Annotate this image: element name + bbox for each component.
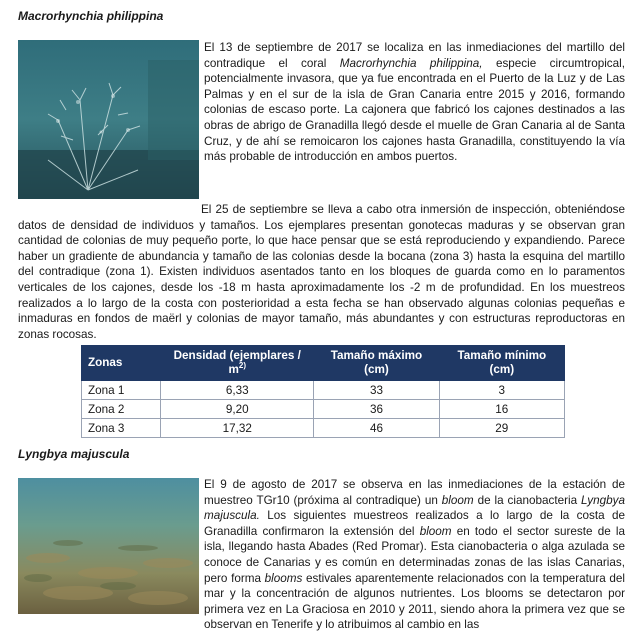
col-header-max: Tamaño máximo (cm) bbox=[314, 346, 439, 381]
section1-paragraph1: El 13 de septiembre de 2017 se localiza en las inmediaciones del martillo del contradique el coral Macrorhynchia philippina, especie circumtropical, potencialmente invasora, que ya fue encontrada en el Puerto de la Luz y de Las Palmas y en el sur de la isla de Gran Canaria entre 2015 y 2016, formando colonias de escaso porte. La cajonera que fabricó los cajones destinados a las obras de abrigo de Granadilla llegó desde el muelle de Gran Canaria al de Santa Cruz, y de ahí se remoicaron los cajones hasta Granadilla, constituyendo la vía más probable de introducción en ambos puertos. bbox=[204, 41, 625, 164]
cell-max: 46 bbox=[314, 419, 439, 438]
table-header-row bbox=[82, 346, 565, 381]
cell-min: 3 bbox=[439, 381, 564, 400]
species-heading-lyngbya: Lyngbya majuscula bbox=[18, 447, 130, 461]
seabed-photo bbox=[18, 478, 199, 614]
cell-densidad: 17,32 bbox=[161, 419, 314, 438]
col-header-zonas: Zonas bbox=[82, 346, 161, 381]
cell-densidad: 9,20 bbox=[161, 400, 314, 419]
coral-photo bbox=[18, 40, 199, 199]
cell-zona: Zona 1 bbox=[82, 381, 161, 400]
seabed-bloom-photo-icon bbox=[18, 478, 199, 614]
cell-min: 16 bbox=[439, 400, 564, 419]
density-table bbox=[81, 345, 565, 438]
cell-max: 33 bbox=[314, 381, 439, 400]
cell-densidad: 6,33 bbox=[161, 381, 314, 400]
cell-zona: Zona 2 bbox=[82, 400, 161, 419]
col-header-densidad: Densidad (ejemplares / $m^{2)}$ bbox=[161, 346, 314, 381]
coral-colony-photo-icon bbox=[18, 40, 199, 199]
table-row bbox=[82, 400, 565, 419]
species-heading-macrorhynchia: Macrorhynchia philippina bbox=[18, 9, 164, 23]
section1-paragraph2: El 25 de septiembre se lleva a cabo otra inmersión de inspección, obteniéndose datos de densidad de individuos y tamaños. Los ejemplares presentan gonotecas maduras y se observan gran cantidad de colonias de muy pequeño porte, lo que hace pensar que se está reproduciendo y expandiendo. Parece haber un gradiente de abundancia y tamaño de las colonias desde la bocana (zona 3) hasta la esquina del martillo del contradique (zona 1). Existen individuos asentados tanto en los bloques de guarda como en lo paramentos verticales de los cajones, desde los -18 m hasta aproximadamente los -2 m de profundidad. En los muestreos realizados a lo largo de la costa con posterioridad a esta fecha se han observado algunas colonias pequeñas e inmaduras en fondos de maërl y colonias de mayor tamaño, más abundantes y con estructuras reproductoras en zonas rocosas. bbox=[18, 203, 625, 341]
cell-zona: Zona 3 bbox=[82, 419, 161, 438]
col-header-min: Tamaño mínimo (cm) bbox=[439, 346, 564, 381]
cell-min: 29 bbox=[439, 419, 564, 438]
cell-max: 36 bbox=[314, 400, 439, 419]
table-row bbox=[82, 419, 565, 438]
table-row bbox=[82, 381, 565, 400]
section2-paragraph-upper: El 9 de agosto de 2017 se observa en las inmediaciones de la estación de muestreo TGr10 (próxima al contradique) un bloom de la cianobacteria Lyngbya majuscula. Los siguientes muestreos realizados a lo largo de la costa de Granadilla confirmaron la extensión del bloom en todo el sector sureste de la isla, llegando hasta Abades (Red Promar). Esta cianobacteria o alga azulada se conoce de Canarias y es común en determinadas zonas de las islas Canarias, pero forma blooms estivales aparentemente relacionados con la temperatura del mar y la concentración de algunos nutrientes. Los blooms se detectaron por primera vez en La Graciosa en 2010 y 2011, siendo ahora la primera vez que se observan en Tenerife y lo atribuimos al cambio en las bbox=[204, 478, 626, 632]
